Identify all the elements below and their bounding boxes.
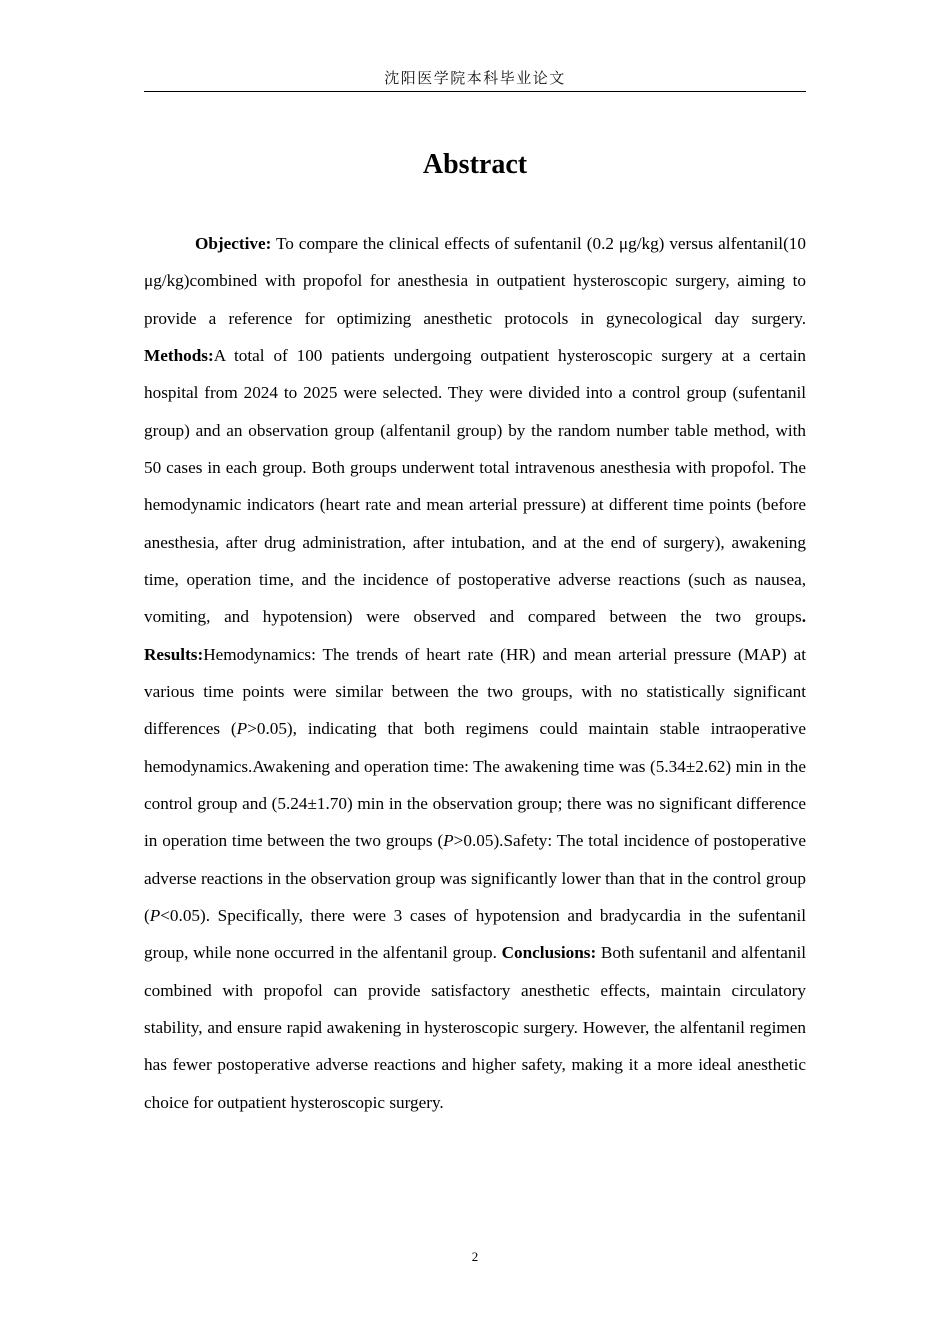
- methods-text: A total of 100 patients undergoing outpatient hysteroscopic surgery at a certain hospital from 2024 to 2025 were selected. They were divided into a control group (sufentanil group) and an observation group (alfentanil group) by the random number table method, with 50 cases in each group. Both groups underwent total intravenous anesthesia with propofol. The hemodynamic indicators (heart rate and mean arterial pressure) at different time points (before anesthesia, after drug administration, after intubation, and at the end of surgery), awakening time, operation time, and the incidence of postoperative adverse reactions (such as nausea, vomiting, and hypotension) were observed and compared between the two groups: [144, 345, 806, 627]
- results-text-awakening: >0.05), indicating that both regimens could maintain stable intraoperative hemodynamics.Awakening and operation time: The awakening time was (5.34±2.62) min in the control group and (5.24±1.70) min in the observation group; there was no significant difference in operation time between the two groups (: [144, 719, 807, 851]
- abstract-title: Abstract: [422, 149, 528, 180]
- p-value-symbol: P: [149, 905, 161, 925]
- running-header-title: 沈阳医学院本科毕业论文: [384, 69, 566, 87]
- p-value-symbol: P: [236, 719, 248, 739]
- objective-text: To compare the clinical effects of sufentanil (0.2 μg/kg) versus alfentanil(10 μg/kg)combined with propofol for anesthesia in outpatient hysteroscopic surgery, aiming to provide a reference for optimizing anesthetic protocols in gynecological day surgery.: [144, 234, 806, 328]
- p-value-symbol: P: [443, 831, 454, 851]
- objective-label: Objective:: [195, 234, 272, 253]
- results-text-safety: >0.05).Safety: The total incidence of postoperative adverse reactions in the observation group was significantly lower than that in the control group (: [144, 831, 806, 925]
- running-header: [144, 66, 806, 92]
- results-text-hemodynamics: Hemodynamics: The trends of heart rate (HR) and mean arterial pressure (MAP) at various time points were similar between the two groups, with no statistically significant differences (: [144, 644, 806, 739]
- page-number: 2: [471, 1249, 479, 1264]
- conclusions-text: Both sufentanil and alfentanil combined with propofol can provide satisfactory anesthetic effects, maintain circulatory stability, and ensure rapid awakening in hysteroscopic surgery. However, the alfentanil regimen has fewer postoperative adverse reactions and higher safety, making it a more ideal anesthetic choice for outpatient hysteroscopic surgery.: [144, 943, 807, 1112]
- methods-label: Methods:: [144, 345, 214, 365]
- abstract-paragraph: [144, 225, 806, 1121]
- results-label: . Results:: [144, 607, 806, 664]
- conclusions-label: Conclusions:: [501, 943, 597, 963]
- results-text-specifics: <0.05). Specifically, there were 3 cases of hypotension and bradycardia in the sufentanil group, while none occurred in the alfentanil group.: [144, 905, 806, 963]
